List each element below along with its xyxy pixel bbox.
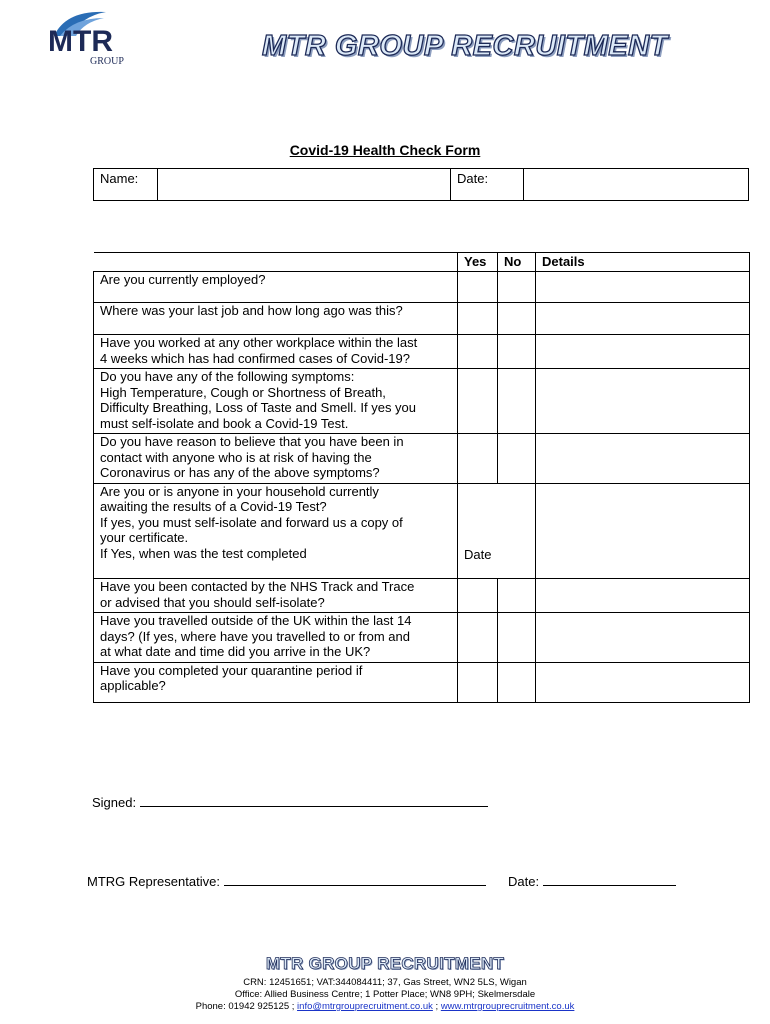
question-header xyxy=(94,253,458,272)
table-row xyxy=(94,272,750,303)
table-row xyxy=(94,483,750,579)
question-text: contact with anyone who is at risk of having the xyxy=(100,449,372,465)
yes-cell[interactable] xyxy=(458,579,498,613)
question-text: must self-isolate and book a Covid-19 Test. xyxy=(100,415,349,431)
question-text: Have you completed your quarantine period if xyxy=(100,662,363,678)
footer-company-title: MTR GROUP RECRUITMENT xyxy=(265,954,505,973)
question-text: Do you have any of the following symptoms: xyxy=(100,369,355,384)
representative-line xyxy=(87,874,486,889)
no-cell[interactable] xyxy=(498,272,536,303)
no-cell[interactable] xyxy=(498,303,536,335)
representative-field[interactable] xyxy=(224,874,486,886)
name-date-row xyxy=(93,168,749,201)
table-row xyxy=(94,303,750,335)
footer-phone: Phone: 01942 925125 ; xyxy=(195,1001,295,1012)
question-cell xyxy=(94,272,458,303)
no-cell[interactable] xyxy=(498,335,536,369)
details-cell[interactable] xyxy=(536,335,750,369)
question-text: at what date and time did you arrive in the UK? xyxy=(100,644,371,659)
yes-cell[interactable] xyxy=(458,483,536,579)
question-text: Are you currently employed? xyxy=(100,272,266,287)
question-cell xyxy=(94,335,458,369)
signed-line xyxy=(92,795,488,810)
yes-cell[interactable] xyxy=(458,335,498,369)
question-text: Have you worked at any other workplace within the last xyxy=(100,335,418,350)
details-header: Details xyxy=(536,253,750,272)
details-cell[interactable] xyxy=(536,434,750,484)
name-field[interactable] xyxy=(158,169,451,201)
question-text: Are you or is anyone in your household currently xyxy=(100,483,379,499)
signed-label: Signed: xyxy=(92,795,137,810)
details-cell[interactable] xyxy=(536,303,750,335)
no-cell[interactable] xyxy=(498,613,536,663)
no-cell[interactable] xyxy=(498,434,536,484)
table-row xyxy=(94,662,750,702)
question-text: applicable? xyxy=(100,678,166,693)
footer-registration: CRN: 12451651; VAT:344084411; 37, Gas Street, WN2 5LS, Wigan xyxy=(243,977,527,988)
yes-cell[interactable] xyxy=(458,369,498,434)
question-text: High Temperature, Cough or Shortness of Breath, xyxy=(100,384,386,400)
yes-cell[interactable] xyxy=(458,613,498,663)
yes-cell[interactable] xyxy=(458,434,498,484)
date-field[interactable] xyxy=(524,169,749,201)
logo-graphic xyxy=(46,6,132,68)
test-date-label: Date xyxy=(464,546,492,562)
question-cell xyxy=(94,434,458,484)
footer-office-address: Office: Allied Business Centre; 1 Potter Place; WN8 9PH; Skelmersdale xyxy=(234,989,536,1000)
question-text: or advised that you should self-isolate? xyxy=(100,594,325,610)
question-text: Where was your last job and how long ago was this? xyxy=(100,303,403,318)
company-logo xyxy=(46,6,132,68)
details-cell[interactable] xyxy=(536,483,750,579)
question-text: 4 weeks which has had confirmed cases of Covid-19? xyxy=(100,350,410,366)
name-label: Name: xyxy=(94,169,158,201)
footer-contact xyxy=(0,1001,770,1012)
table-row xyxy=(94,579,750,613)
representative-date-field[interactable] xyxy=(543,874,676,886)
no-cell[interactable] xyxy=(498,662,536,702)
signature-field[interactable] xyxy=(140,795,488,807)
question-cell xyxy=(94,369,458,434)
no-header: No xyxy=(498,253,536,272)
table-header-row xyxy=(94,253,750,272)
footer-website-link[interactable]: www.mtrgrouprecruitment.co.uk xyxy=(440,1001,575,1012)
representative-label: MTRG Representative: xyxy=(87,874,220,889)
representative-date-line xyxy=(508,874,676,889)
logo-main-text: MTR xyxy=(48,25,113,58)
table-row xyxy=(94,613,750,663)
details-cell[interactable] xyxy=(536,272,750,303)
table-row xyxy=(94,335,750,369)
question-text: Have you been contacted by the NHS Track and Trace xyxy=(100,579,415,594)
footer-separator: ; xyxy=(435,1001,439,1012)
question-cell xyxy=(94,662,458,702)
question-text: Do you have reason to believe that you have been in xyxy=(100,434,404,449)
question-text: If yes, you must self-isolate and forward us a copy of xyxy=(100,514,403,530)
form-title: Covid-19 Health Check Form xyxy=(289,142,481,158)
details-cell[interactable] xyxy=(536,369,750,434)
question-text: Difficulty Breathing, Loss of Taste and Smell. If yes you xyxy=(100,400,417,415)
yes-cell[interactable] xyxy=(458,272,498,303)
company-title: MTR GROUP RECRUITMENT xyxy=(262,30,668,62)
question-cell xyxy=(94,613,458,663)
question-text: awaiting the results of a Covid-19 Test? xyxy=(100,499,327,514)
health-check-table xyxy=(93,252,750,703)
table-row xyxy=(94,369,750,434)
details-cell[interactable] xyxy=(536,662,750,702)
question-cell xyxy=(94,303,458,335)
yes-cell[interactable] xyxy=(458,662,498,702)
question-cell xyxy=(94,483,458,579)
no-cell[interactable] xyxy=(498,579,536,613)
question-text: If Yes, when was the test completed xyxy=(100,545,307,561)
logo-sub-text: GROUP xyxy=(90,56,124,67)
table-row xyxy=(94,434,750,484)
details-cell[interactable] xyxy=(536,579,750,613)
question-text: Have you travelled outside of the UK within the last 14 xyxy=(100,613,412,628)
yes-cell[interactable] xyxy=(458,303,498,335)
details-cell[interactable] xyxy=(536,613,750,663)
yes-header: Yes xyxy=(458,253,498,272)
question-text: your certificate. xyxy=(100,530,189,545)
footer-email-link[interactable]: info@mtrgrouprecruitment.co.uk xyxy=(297,1001,433,1012)
no-cell[interactable] xyxy=(498,369,536,434)
question-text: Coronavirus or has any of the above symptoms? xyxy=(100,465,380,480)
date-label: Date: xyxy=(451,169,524,201)
question-cell xyxy=(94,579,458,613)
representative-date-label: Date: xyxy=(508,874,540,889)
question-text: days? (If yes, where have you travelled to or from and xyxy=(100,628,410,644)
